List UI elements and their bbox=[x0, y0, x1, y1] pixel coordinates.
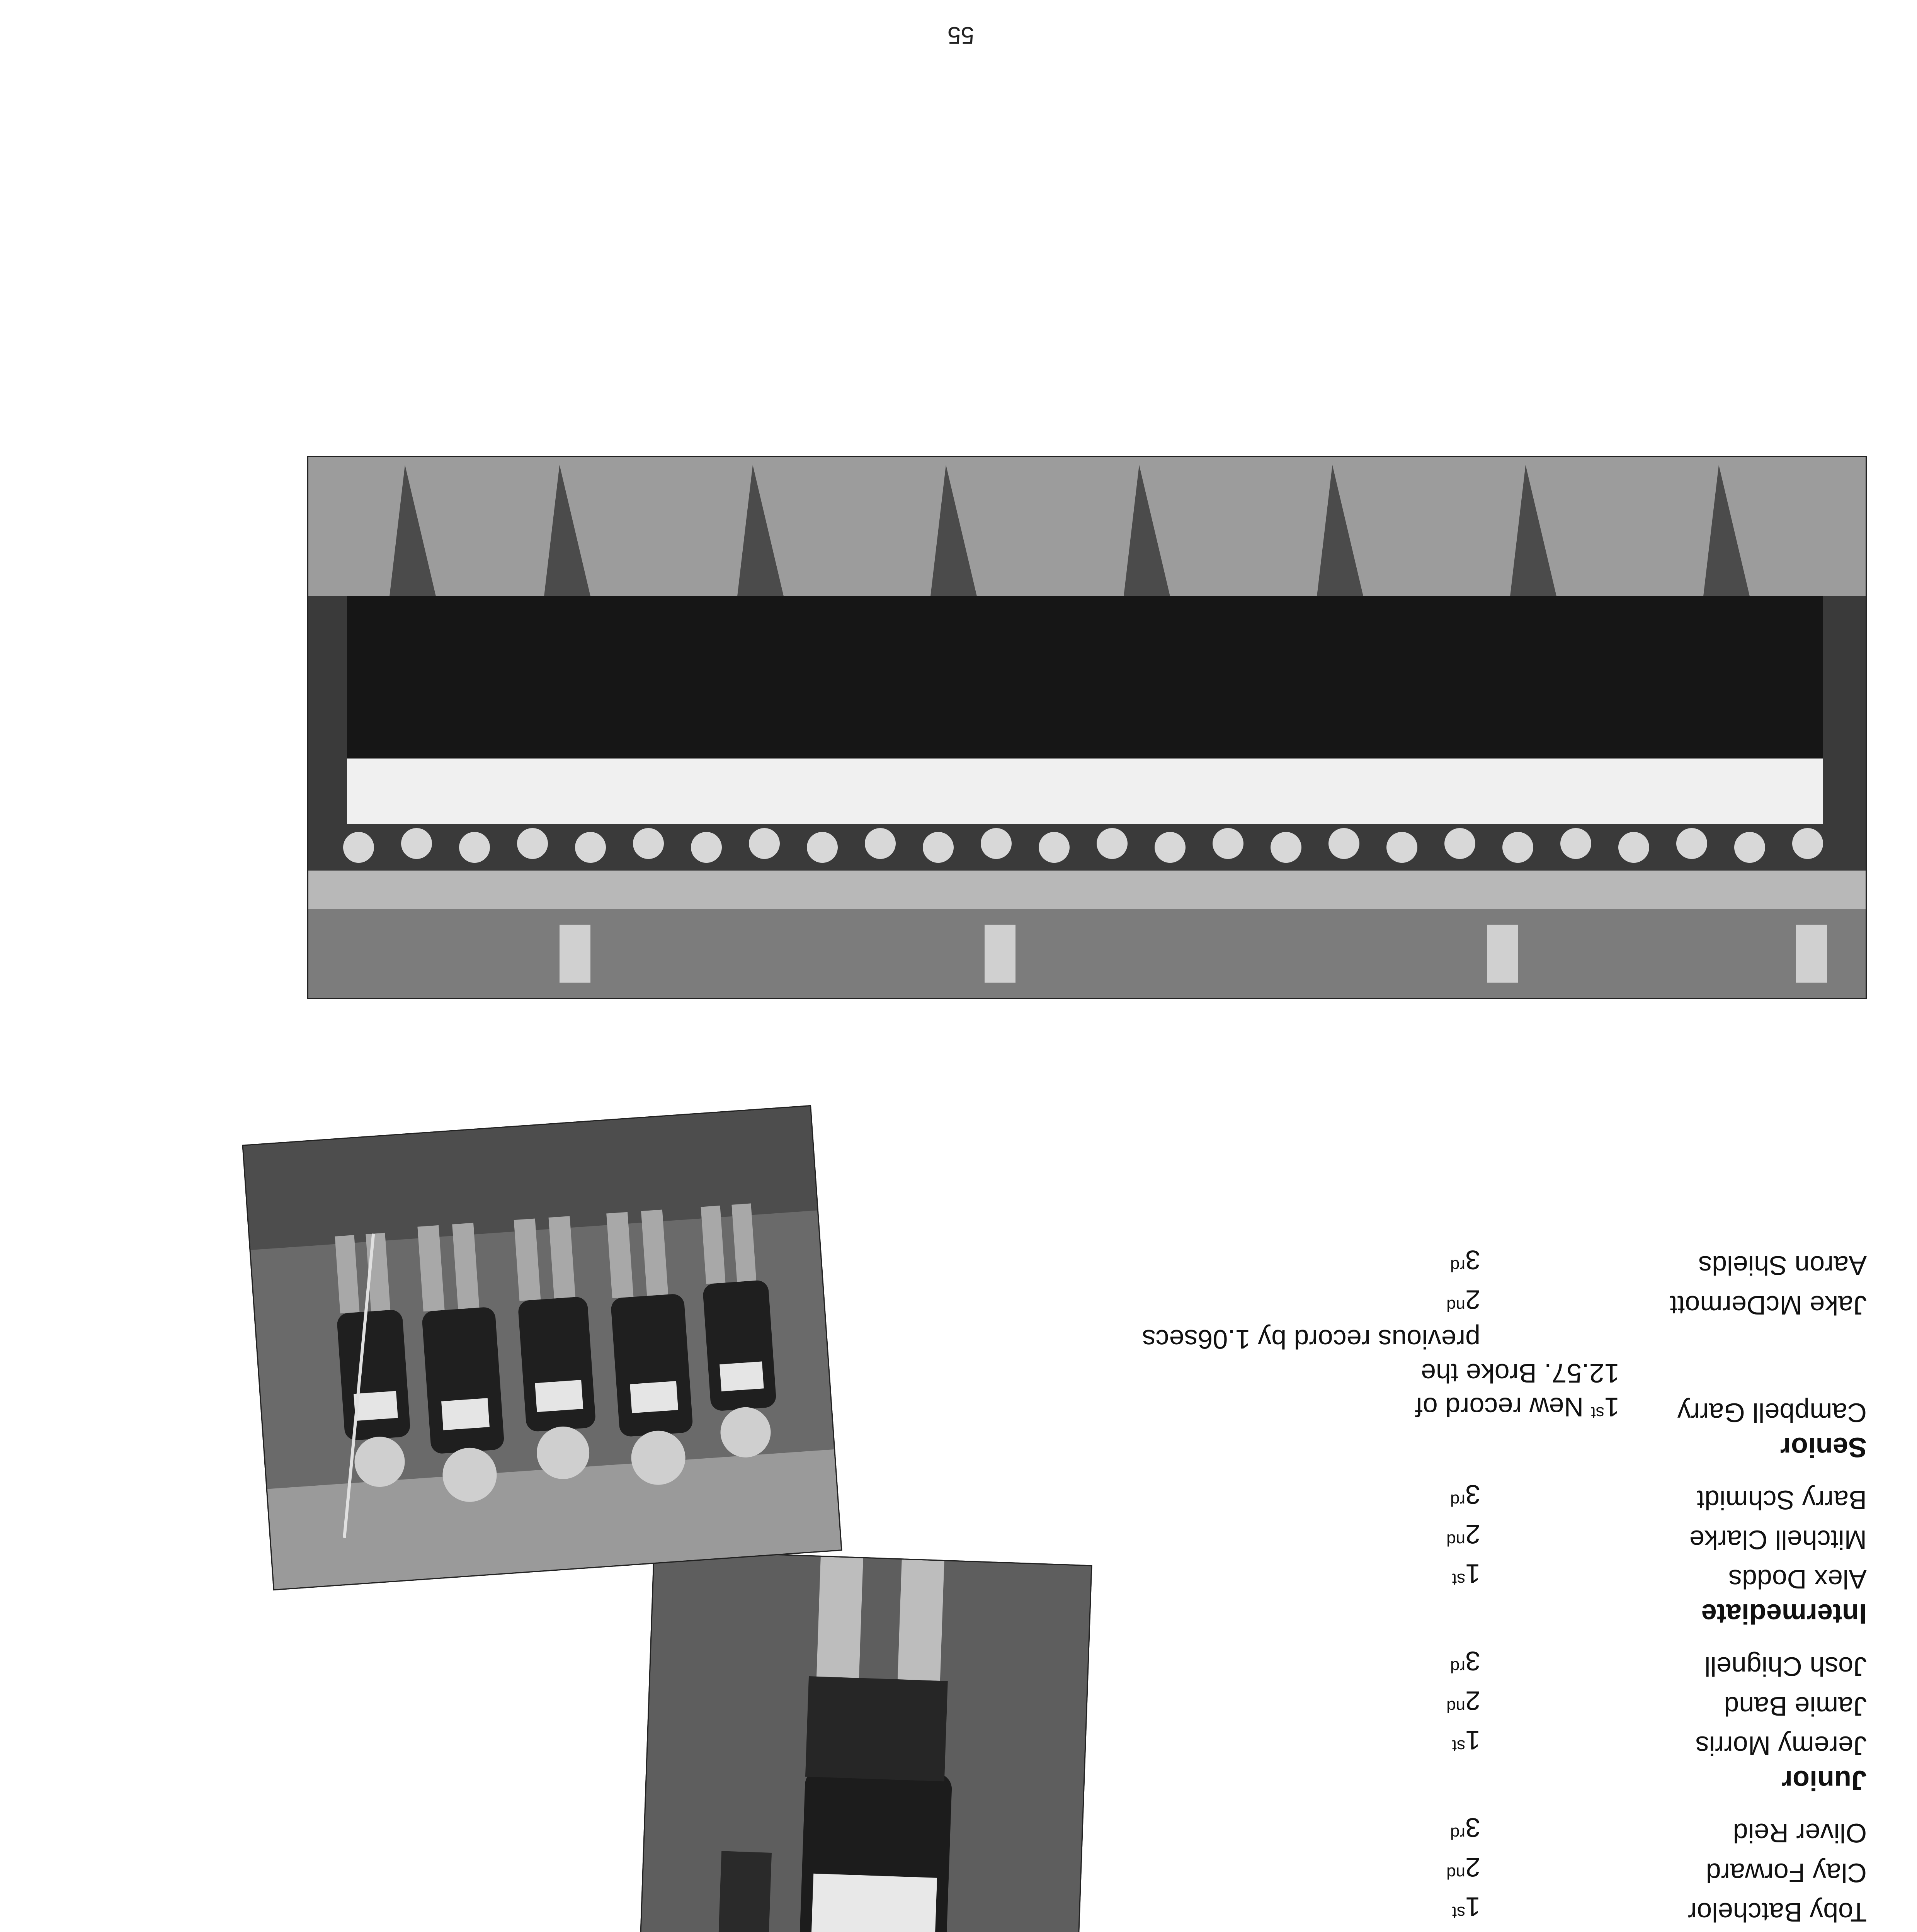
running-photo-group-start bbox=[242, 1105, 842, 1590]
athlete-place bbox=[1452, 1723, 1480, 1763]
place-suffix: rd bbox=[1450, 1256, 1466, 1276]
athlete-place bbox=[1446, 1282, 1480, 1322]
athlete-place bbox=[1450, 1811, 1480, 1850]
place-suffix: st bbox=[1591, 1403, 1604, 1423]
page-number-bottom: 55 bbox=[947, 22, 974, 48]
place-suffix: st bbox=[1452, 1903, 1466, 1922]
athlete-name: Alex Dodds bbox=[1728, 1564, 1867, 1595]
athlete-name: Toby Batchelor bbox=[1687, 1897, 1867, 1928]
category-title: Junior bbox=[1781, 1765, 1867, 1796]
place-suffix: rd bbox=[1450, 1824, 1466, 1843]
result-entry bbox=[1357, 1282, 1867, 1322]
result-entry bbox=[1357, 1644, 1867, 1684]
category-title bbox=[1357, 1929, 1867, 1932]
place-suffix: rd bbox=[1450, 1657, 1466, 1677]
athlete-name: Oliver Reid bbox=[1733, 1818, 1867, 1849]
result-entry bbox=[1357, 1723, 1867, 1763]
result-entry bbox=[1357, 1356, 1867, 1430]
athlete-name: Barry Schmidt bbox=[1697, 1485, 1867, 1515]
place-suffix: st bbox=[1452, 1736, 1466, 1756]
athlete-name: Jeremy Morris bbox=[1695, 1731, 1867, 1761]
photo-1-image bbox=[627, 1551, 1091, 1932]
result-category bbox=[1357, 1644, 1867, 1798]
athlete-place bbox=[1446, 1684, 1480, 1723]
place-suffix: nd bbox=[1446, 1697, 1466, 1716]
result-category bbox=[1357, 1478, 1867, 1631]
place-number: 1 bbox=[1465, 1891, 1480, 1922]
place-number: 1 bbox=[1604, 1392, 1619, 1422]
running-photo-ross-athlete bbox=[626, 1550, 1092, 1932]
result-entry bbox=[1357, 1811, 1867, 1850]
record-note-continued: previous record by 1.06secs bbox=[1142, 1324, 1480, 1354]
photo-2-image bbox=[243, 1106, 841, 1589]
place-number: 2 bbox=[1465, 1284, 1480, 1315]
athlete-place bbox=[1446, 1517, 1480, 1556]
athlete-place bbox=[1450, 1243, 1480, 1282]
athlete-place bbox=[1446, 1850, 1480, 1889]
place-number: 3 bbox=[1465, 1480, 1480, 1510]
athlete-place bbox=[1452, 1557, 1480, 1596]
result-category bbox=[1357, 1811, 1867, 1932]
place-number: 2 bbox=[1465, 1852, 1480, 1883]
results-list bbox=[1142, 1230, 1867, 1932]
place-number: 1 bbox=[1465, 1558, 1480, 1589]
crowd-photo-singing-students bbox=[307, 456, 1867, 999]
place-number: 2 bbox=[1465, 1519, 1480, 1549]
athlete-place bbox=[1357, 1356, 1619, 1430]
athlete-name: Josh Chignell bbox=[1704, 1651, 1867, 1682]
athlete-name: Campbell Garry bbox=[1677, 1398, 1867, 1428]
place-suffix: nd bbox=[1446, 1296, 1466, 1315]
athlete-name: Jamie Band bbox=[1724, 1691, 1867, 1721]
place-suffix: nd bbox=[1446, 1530, 1466, 1549]
category-title: Intermediate bbox=[1701, 1598, 1867, 1629]
place-number: 3 bbox=[1465, 1245, 1480, 1276]
athlete-name: Jake McDermott bbox=[1670, 1290, 1867, 1320]
result-category bbox=[1142, 1243, 1867, 1464]
place-number: 2 bbox=[1465, 1685, 1480, 1716]
result-entry bbox=[1357, 1478, 1867, 1517]
athlete-name: Mitchell Clarke bbox=[1689, 1524, 1867, 1555]
category-title: Senior bbox=[1780, 1432, 1867, 1463]
place-suffix: rd bbox=[1450, 1491, 1466, 1510]
athlete-name: Clay Forward bbox=[1706, 1857, 1867, 1888]
result-entry bbox=[1357, 1243, 1867, 1282]
result-entry bbox=[1357, 1890, 1867, 1929]
result-entry bbox=[1357, 1850, 1867, 1889]
result-entry bbox=[1357, 1517, 1867, 1556]
result-entry bbox=[1357, 1684, 1867, 1723]
result-entry bbox=[1357, 1557, 1867, 1596]
record-note: New record of 12.57. Broke the bbox=[1415, 1358, 1619, 1422]
place-number: 1 bbox=[1465, 1725, 1480, 1755]
athlete-name: Aaron Shields bbox=[1698, 1250, 1867, 1281]
place-suffix: st bbox=[1452, 1570, 1466, 1589]
place-suffix: nd bbox=[1446, 1863, 1466, 1883]
athlete-place bbox=[1450, 1478, 1480, 1517]
place-number: 3 bbox=[1465, 1646, 1480, 1677]
place-number: 3 bbox=[1465, 1813, 1480, 1843]
athlete-place bbox=[1452, 1890, 1480, 1929]
crowd-photo-image bbox=[308, 457, 1866, 998]
athlete-place bbox=[1450, 1644, 1480, 1684]
